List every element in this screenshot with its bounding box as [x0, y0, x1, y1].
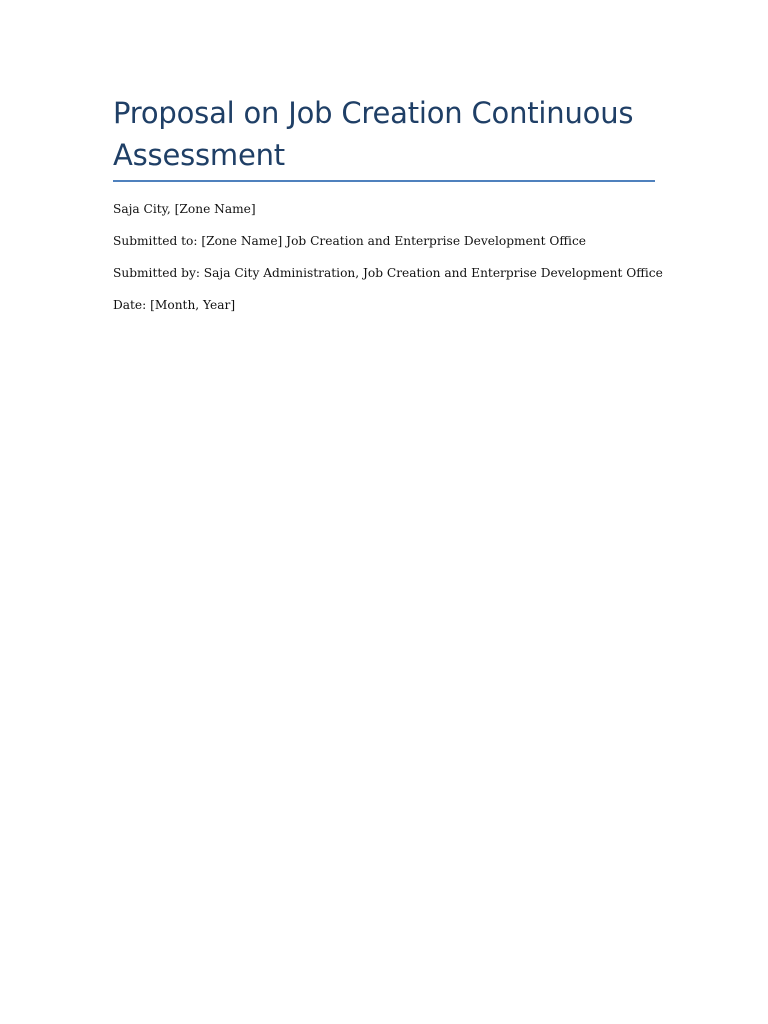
document-title: Proposal on Job Creation Continuous Assessment — [113, 96, 634, 172]
location-line: Saja City, [Zone Name] — [113, 202, 256, 216]
submitted-by-line: Submitted by: Saja City Administration, Job Creation and Enterprise Development Office — [113, 266, 663, 280]
title-block — [113, 92, 655, 176]
submitted-to-line: Submitted to: [Zone Name] Job Creation and Enterprise Development Office — [113, 234, 586, 248]
document-meta — [113, 200, 673, 328]
title-underline-rule — [113, 180, 655, 182]
date-line: Date: [Month, Year] — [113, 298, 236, 312]
